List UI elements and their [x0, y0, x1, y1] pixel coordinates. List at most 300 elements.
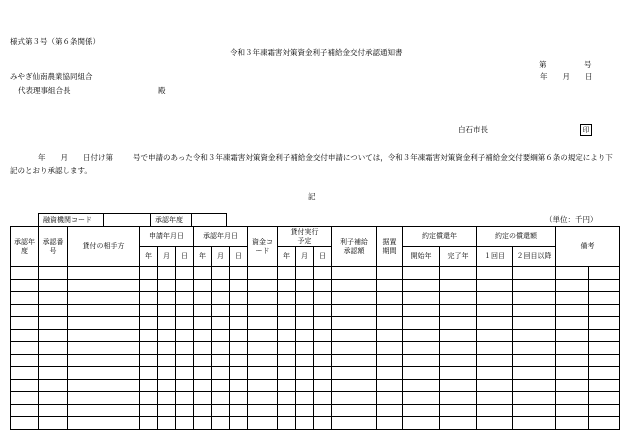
table-cell[interactable]	[589, 342, 620, 355]
table-cell[interactable]	[440, 329, 477, 342]
table-row	[11, 292, 620, 305]
table-cell[interactable]	[68, 404, 140, 417]
table-cell[interactable]	[212, 279, 230, 292]
table-cell[interactable]	[140, 279, 158, 292]
table-cell[interactable]	[11, 417, 39, 430]
table-cell[interactable]	[39, 267, 68, 280]
table-cell[interactable]	[296, 379, 314, 392]
table-cell[interactable]	[278, 392, 296, 405]
repay-first: １回目	[477, 247, 513, 267]
table-cell[interactable]	[403, 279, 440, 292]
table-row	[11, 342, 620, 355]
table-cell[interactable]	[589, 417, 620, 430]
table-cell[interactable]	[158, 404, 176, 417]
table-cell[interactable]	[377, 279, 403, 292]
table-cell[interactable]	[11, 279, 39, 292]
table-cell[interactable]	[556, 279, 589, 292]
table-cell[interactable]	[248, 367, 278, 380]
table-cell[interactable]	[296, 292, 314, 305]
table-cell[interactable]	[314, 404, 332, 417]
table-cell[interactable]	[477, 392, 513, 405]
table-cell[interactable]	[377, 317, 403, 330]
table-cell[interactable]	[477, 329, 513, 342]
table-cell[interactable]	[39, 292, 68, 305]
table-cell[interactable]	[11, 367, 39, 380]
table-cell[interactable]	[556, 392, 589, 405]
approve-month: 月	[212, 247, 230, 267]
table-cell[interactable]	[212, 354, 230, 367]
table-cell[interactable]	[403, 392, 440, 405]
loan-month: 月	[296, 247, 314, 267]
col-repayment-year: 約定償還年	[403, 227, 477, 247]
table-cell[interactable]	[440, 392, 477, 405]
table-cell[interactable]	[212, 379, 230, 392]
table-cell[interactable]	[248, 392, 278, 405]
table-cell[interactable]	[212, 392, 230, 405]
table-cell[interactable]	[403, 267, 440, 280]
table-cell[interactable]	[176, 404, 194, 417]
table-cell[interactable]	[11, 354, 39, 367]
table-cell[interactable]	[332, 317, 377, 330]
repay-second: ２回目以降	[513, 247, 556, 267]
table-cell[interactable]	[212, 304, 230, 317]
table-cell[interactable]	[314, 317, 332, 330]
table-cell[interactable]	[68, 279, 140, 292]
table-cell[interactable]	[314, 354, 332, 367]
table-cell[interactable]	[513, 317, 556, 330]
table-cell[interactable]	[248, 354, 278, 367]
table-cell[interactable]	[11, 392, 39, 405]
table-cell[interactable]	[230, 379, 248, 392]
table-row	[11, 392, 620, 405]
table-cell[interactable]	[39, 392, 68, 405]
table-cell[interactable]	[440, 279, 477, 292]
table-cell[interactable]	[377, 292, 403, 305]
table-cell[interactable]	[296, 342, 314, 355]
table-cell[interactable]	[403, 329, 440, 342]
table-cell[interactable]	[248, 404, 278, 417]
table-cell[interactable]	[158, 317, 176, 330]
institution-code-label: 融資機関コード	[39, 214, 104, 227]
table-cell[interactable]	[194, 304, 212, 317]
table-cell[interactable]	[176, 354, 194, 367]
table-cell[interactable]	[68, 367, 140, 380]
table-cell[interactable]	[440, 342, 477, 355]
table-cell[interactable]	[513, 417, 556, 430]
table-cell[interactable]	[158, 342, 176, 355]
table-cell[interactable]	[278, 292, 296, 305]
table-cell[interactable]	[140, 367, 158, 380]
table-cell[interactable]	[332, 392, 377, 405]
table-cell[interactable]	[39, 279, 68, 292]
table-cell[interactable]	[403, 367, 440, 380]
table-cell[interactable]	[230, 317, 248, 330]
table-cell[interactable]	[158, 367, 176, 380]
table-cell[interactable]	[248, 292, 278, 305]
table-cell[interactable]	[176, 292, 194, 305]
table-cell[interactable]	[556, 367, 589, 380]
table-cell[interactable]	[314, 379, 332, 392]
table-cell[interactable]	[68, 379, 140, 392]
table-cell[interactable]	[477, 292, 513, 305]
table-cell[interactable]	[477, 342, 513, 355]
table-cell[interactable]	[212, 367, 230, 380]
table-cell[interactable]	[194, 392, 212, 405]
table-cell[interactable]	[248, 417, 278, 430]
table-cell[interactable]	[589, 317, 620, 330]
table-cell[interactable]	[332, 267, 377, 280]
table-cell[interactable]	[403, 379, 440, 392]
table-cell[interactable]	[296, 329, 314, 342]
table-cell[interactable]	[158, 354, 176, 367]
table-cell[interactable]	[230, 354, 248, 367]
table-cell[interactable]	[248, 379, 278, 392]
table-cell[interactable]	[556, 292, 589, 305]
table-cell[interactable]	[589, 367, 620, 380]
table-cell[interactable]	[513, 329, 556, 342]
table-cell[interactable]	[278, 342, 296, 355]
table-cell[interactable]	[248, 317, 278, 330]
table-cell[interactable]	[314, 292, 332, 305]
table-cell[interactable]	[230, 404, 248, 417]
table-cell[interactable]	[513, 392, 556, 405]
table-cell[interactable]	[140, 304, 158, 317]
table-cell[interactable]	[556, 354, 589, 367]
table-cell[interactable]	[248, 304, 278, 317]
body-text-date: 年 月 日付け第	[38, 153, 113, 162]
table-cell[interactable]	[589, 379, 620, 392]
table-cell[interactable]	[440, 354, 477, 367]
table-cell[interactable]	[39, 317, 68, 330]
table-cell[interactable]	[68, 304, 140, 317]
table-cell[interactable]	[314, 267, 332, 280]
table-cell[interactable]	[194, 279, 212, 292]
table-cell[interactable]	[212, 342, 230, 355]
table-cell[interactable]	[68, 354, 140, 367]
table-cell[interactable]	[230, 342, 248, 355]
table-cell[interactable]	[377, 379, 403, 392]
table-cell[interactable]	[296, 392, 314, 405]
table-cell[interactable]	[332, 292, 377, 305]
table-cell[interactable]	[377, 404, 403, 417]
table-row	[11, 379, 620, 392]
issue-date: 年 月 日	[540, 72, 593, 81]
table-cell[interactable]	[11, 304, 39, 317]
table-cell[interactable]	[556, 329, 589, 342]
table-cell[interactable]	[513, 404, 556, 417]
table-cell[interactable]	[176, 342, 194, 355]
table-cell[interactable]	[230, 267, 248, 280]
table-cell[interactable]	[377, 367, 403, 380]
table-cell[interactable]	[68, 267, 140, 280]
table-cell[interactable]	[556, 304, 589, 317]
table-cell[interactable]	[403, 317, 440, 330]
table-cell[interactable]	[212, 292, 230, 305]
table-cell[interactable]	[556, 267, 589, 280]
table-cell[interactable]	[377, 342, 403, 355]
table-cell[interactable]	[158, 292, 176, 305]
table-cell[interactable]	[194, 354, 212, 367]
table-cell[interactable]	[477, 279, 513, 292]
table-cell[interactable]	[248, 329, 278, 342]
table-cell[interactable]	[39, 304, 68, 317]
table-cell[interactable]	[403, 292, 440, 305]
table-cell[interactable]	[212, 329, 230, 342]
table-row	[11, 367, 620, 380]
table-cell[interactable]	[11, 317, 39, 330]
table-cell[interactable]	[377, 354, 403, 367]
table-cell[interactable]	[176, 417, 194, 430]
table-cell[interactable]	[140, 404, 158, 417]
table-cell[interactable]	[39, 354, 68, 367]
table-row	[11, 267, 620, 280]
table-cell[interactable]	[212, 417, 230, 430]
table-cell[interactable]	[440, 404, 477, 417]
table-cell[interactable]	[477, 354, 513, 367]
table-cell[interactable]	[296, 354, 314, 367]
table-cell[interactable]	[68, 342, 140, 355]
table-cell[interactable]	[11, 404, 39, 417]
table-cell[interactable]	[176, 304, 194, 317]
table-cell[interactable]	[477, 404, 513, 417]
table-cell[interactable]	[589, 354, 620, 367]
table-cell[interactable]	[140, 354, 158, 367]
table-cell[interactable]	[212, 404, 230, 417]
table-cell[interactable]	[440, 304, 477, 317]
table-cell[interactable]	[158, 304, 176, 317]
table-cell[interactable]	[589, 404, 620, 417]
table-cell[interactable]	[230, 417, 248, 430]
table-cell[interactable]	[403, 354, 440, 367]
table-cell[interactable]	[377, 304, 403, 317]
table-cell[interactable]	[194, 367, 212, 380]
table-cell[interactable]	[513, 279, 556, 292]
table-cell[interactable]	[377, 329, 403, 342]
table-cell[interactable]	[513, 354, 556, 367]
table-cell[interactable]	[68, 317, 140, 330]
table-cell[interactable]	[278, 379, 296, 392]
table-cell[interactable]	[11, 292, 39, 305]
table-cell[interactable]	[332, 404, 377, 417]
table-cell[interactable]	[332, 279, 377, 292]
table-cell[interactable]	[440, 367, 477, 380]
table-cell[interactable]	[477, 417, 513, 430]
table-cell[interactable]	[140, 329, 158, 342]
table-cell[interactable]	[332, 367, 377, 380]
table-cell[interactable]	[158, 279, 176, 292]
table-cell[interactable]	[194, 379, 212, 392]
table-cell[interactable]	[477, 304, 513, 317]
table-row	[11, 279, 620, 292]
table-cell[interactable]	[194, 417, 212, 430]
table-cell[interactable]	[440, 379, 477, 392]
table-cell[interactable]	[513, 367, 556, 380]
table-row	[11, 317, 620, 330]
table-cell[interactable]	[176, 379, 194, 392]
table-cell[interactable]	[513, 267, 556, 280]
table-cell[interactable]	[377, 417, 403, 430]
table-cell[interactable]	[278, 354, 296, 367]
table-cell[interactable]	[39, 367, 68, 380]
table-cell[interactable]	[513, 292, 556, 305]
table-cell[interactable]	[176, 317, 194, 330]
table-cell[interactable]	[332, 329, 377, 342]
table-cell[interactable]	[556, 317, 589, 330]
table-cell[interactable]	[176, 367, 194, 380]
table-cell[interactable]	[440, 292, 477, 305]
repay-start-year: 開始年	[403, 247, 440, 267]
table-cell[interactable]	[589, 329, 620, 342]
table-cell[interactable]	[377, 267, 403, 280]
table-cell[interactable]	[158, 267, 176, 280]
table-cell[interactable]	[403, 417, 440, 430]
table-cell[interactable]	[194, 342, 212, 355]
table-cell[interactable]	[68, 292, 140, 305]
table-cell[interactable]	[278, 404, 296, 417]
table-cell[interactable]	[556, 379, 589, 392]
table-cell[interactable]	[314, 392, 332, 405]
table-cell[interactable]	[589, 267, 620, 280]
table-cell[interactable]	[296, 279, 314, 292]
table-cell[interactable]	[140, 342, 158, 355]
table-cell[interactable]	[230, 329, 248, 342]
col-application-date: 申請年月日	[140, 227, 194, 247]
body-paragraph	[10, 151, 620, 177]
institution-code-strip	[38, 213, 227, 227]
table-cell[interactable]	[140, 417, 158, 430]
table-cell[interactable]	[589, 279, 620, 292]
table-cell[interactable]	[314, 329, 332, 342]
table-cell[interactable]	[589, 304, 620, 317]
table-cell[interactable]	[513, 304, 556, 317]
table-cell[interactable]	[403, 404, 440, 417]
table-cell[interactable]	[314, 367, 332, 380]
table-cell[interactable]	[278, 417, 296, 430]
table-cell[interactable]	[248, 279, 278, 292]
table-cell[interactable]	[332, 354, 377, 367]
table-cell[interactable]	[11, 379, 39, 392]
table-cell[interactable]	[377, 392, 403, 405]
table-cell[interactable]	[278, 317, 296, 330]
table-cell[interactable]	[68, 417, 140, 430]
table-cell[interactable]	[140, 379, 158, 392]
table-cell[interactable]	[296, 367, 314, 380]
col-approval-number: 承認番号	[39, 227, 68, 267]
table-cell[interactable]	[176, 329, 194, 342]
table-cell[interactable]	[332, 417, 377, 430]
table-cell[interactable]	[477, 379, 513, 392]
table-cell[interactable]	[314, 417, 332, 430]
table-cell[interactable]	[332, 379, 377, 392]
table-cell[interactable]	[194, 292, 212, 305]
table-cell[interactable]	[477, 317, 513, 330]
table-cell[interactable]	[248, 267, 278, 280]
table-cell[interactable]	[556, 404, 589, 417]
table-cell[interactable]	[296, 304, 314, 317]
table-cell[interactable]	[477, 367, 513, 380]
table-cell[interactable]	[176, 392, 194, 405]
table-cell[interactable]	[176, 267, 194, 280]
table-cell[interactable]	[39, 329, 68, 342]
table-cell[interactable]	[440, 267, 477, 280]
table-cell[interactable]	[11, 342, 39, 355]
table-cell[interactable]	[194, 267, 212, 280]
table-cell[interactable]	[212, 267, 230, 280]
table-cell[interactable]	[194, 404, 212, 417]
table-cell[interactable]	[440, 317, 477, 330]
table-cell[interactable]	[176, 279, 194, 292]
approval-table	[10, 226, 620, 430]
table-cell[interactable]	[230, 279, 248, 292]
table-cell[interactable]	[332, 342, 377, 355]
table-cell[interactable]	[296, 317, 314, 330]
table-cell[interactable]	[440, 417, 477, 430]
ki-heading: 記	[308, 192, 316, 201]
table-cell[interactable]	[230, 304, 248, 317]
col-grace-period: 据置期間	[377, 227, 403, 267]
table-cell[interactable]	[158, 379, 176, 392]
table-cell[interactable]	[11, 329, 39, 342]
table-cell[interactable]	[403, 342, 440, 355]
table-cell[interactable]	[278, 279, 296, 292]
table-cell[interactable]	[140, 392, 158, 405]
table-cell[interactable]	[39, 379, 68, 392]
table-cell[interactable]	[140, 317, 158, 330]
table-cell[interactable]	[158, 329, 176, 342]
table-cell[interactable]	[477, 267, 513, 280]
table-cell[interactable]	[158, 417, 176, 430]
table-cell[interactable]	[230, 292, 248, 305]
table-cell[interactable]	[212, 317, 230, 330]
table-cell[interactable]	[589, 292, 620, 305]
table-cell[interactable]	[39, 342, 68, 355]
table-cell[interactable]	[296, 417, 314, 430]
table-cell[interactable]	[513, 342, 556, 355]
table-cell[interactable]	[314, 304, 332, 317]
table-cell[interactable]	[332, 304, 377, 317]
table-cell[interactable]	[140, 267, 158, 280]
table-cell[interactable]	[158, 392, 176, 405]
table-cell[interactable]	[140, 292, 158, 305]
table-cell[interactable]	[278, 329, 296, 342]
table-cell[interactable]	[248, 342, 278, 355]
table-cell[interactable]	[296, 267, 314, 280]
table-cell[interactable]	[314, 279, 332, 292]
table-cell[interactable]	[194, 317, 212, 330]
table-cell[interactable]	[556, 417, 589, 430]
table-cell[interactable]	[278, 304, 296, 317]
table-cell[interactable]	[589, 392, 620, 405]
apply-day: 日	[176, 247, 194, 267]
table-cell[interactable]	[556, 342, 589, 355]
table-cell[interactable]	[194, 329, 212, 342]
table-cell[interactable]	[513, 379, 556, 392]
table-cell[interactable]	[68, 329, 140, 342]
table-cell[interactable]	[278, 367, 296, 380]
table-cell[interactable]	[403, 304, 440, 317]
table-cell[interactable]	[278, 267, 296, 280]
table-cell[interactable]	[230, 367, 248, 380]
honorific: 殿	[158, 86, 166, 95]
table-cell[interactable]	[68, 392, 140, 405]
table-cell[interactable]	[230, 392, 248, 405]
table-cell[interactable]	[314, 342, 332, 355]
table-cell[interactable]	[39, 404, 68, 417]
table-cell[interactable]	[11, 267, 39, 280]
table-cell[interactable]	[296, 404, 314, 417]
table-cell[interactable]	[39, 417, 68, 430]
page-title: 令和３年凍霜害対策資金利子補給金交付承認通知書	[230, 48, 403, 57]
